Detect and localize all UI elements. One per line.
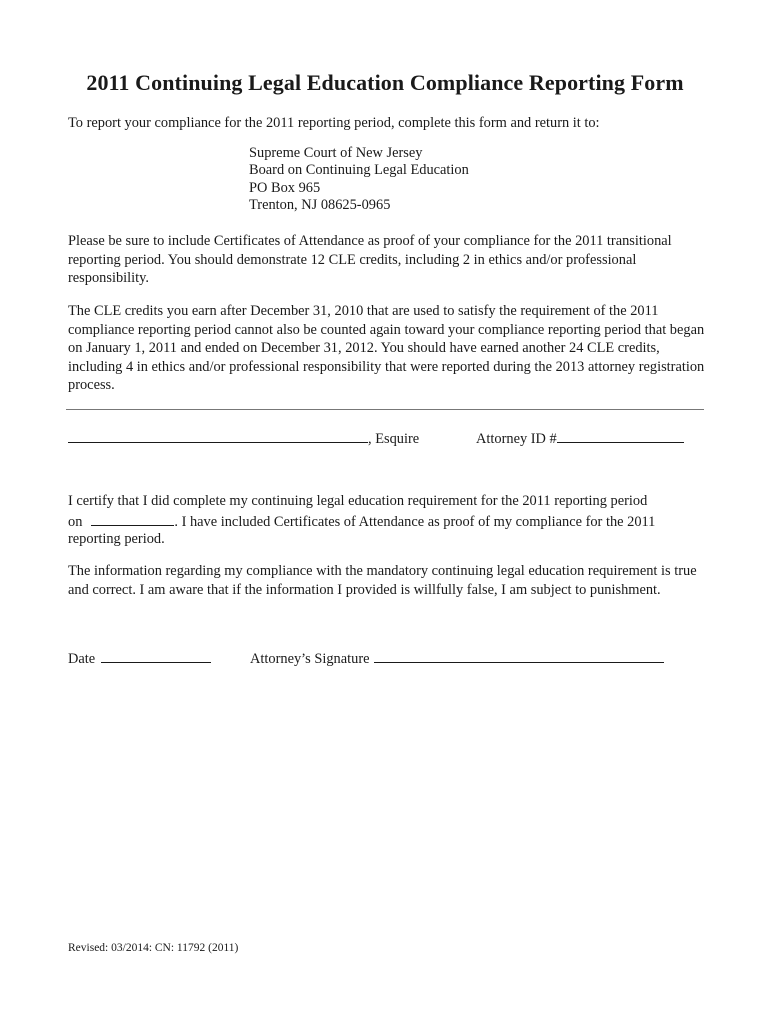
address-line-4: Trenton, NJ 08625-0965 (249, 197, 391, 214)
attorney-id-field[interactable] (557, 428, 684, 443)
certify-line-1: I certify that I did complete my continuing legal education requirement for the 2011 reporting period (68, 493, 648, 509)
section-divider (66, 409, 704, 410)
attorney-name-row (68, 428, 419, 448)
attorney-id-label: Attorney ID # (476, 431, 557, 447)
certify-line-3: reporting period. (68, 531, 165, 547)
certify-line-2 (68, 511, 655, 531)
completion-date-field[interactable] (91, 511, 174, 526)
address-line-3: PO Box 965 (249, 179, 321, 196)
revision-footer: Revised: 03/2014: CN: 11792 (2011) (68, 942, 239, 954)
truth-paragraph: The information regarding my compliance with the mandatory continuing legal education requirement is true and correct. I am aware that if the information I provided is willfully false, I am subject to punishment. (68, 563, 697, 598)
on-label: on (68, 514, 83, 530)
address-line-2: Board on Continuing Legal Education (249, 162, 469, 179)
date-label: Date (68, 651, 96, 667)
date-field[interactable] (101, 648, 211, 663)
signature-label: Attorney’s Signature (250, 651, 370, 667)
certify-line-2-text: . I have included Certificates of Attendance as proof of my compliance for the 2011 (174, 514, 656, 530)
address-line-1: Supreme Court of New Jersey (249, 145, 423, 161)
certificates-paragraph: Please be sure to include Certificates of Attendance as proof of your compliance for the 2011 transitional reporting period. You should demonstrate 12 CLE credits, including 2 in ethics and/or professional responsibility. (68, 233, 672, 287)
date-row (68, 648, 211, 668)
form-title: 2011 Continuing Legal Education Compliance Reporting Form (86, 70, 684, 95)
signature-row (250, 648, 664, 668)
attorney-name-field[interactable] (68, 428, 368, 443)
signature-field[interactable] (374, 648, 664, 663)
esquire-label: , Esquire (368, 431, 420, 447)
attorney-id-row (476, 428, 684, 448)
mailing-address (249, 145, 469, 215)
credits-paragraph: The CLE credits you earn after December 31, 2010 that are used to satisfy the requirement of the 2011 compliance reporting period cannot also be counted again toward your compliance reporting period that began on January 1, 2011 and ended on December 31, 2012. You should have earned another 24 CLE credits, including 4 in ethics and/or professional responsibility that were reported during the 2013 attorney registration process. (68, 303, 705, 394)
intro-text: To report your compliance for the 2011 reporting period, complete this form and return it to: (68, 115, 600, 131)
